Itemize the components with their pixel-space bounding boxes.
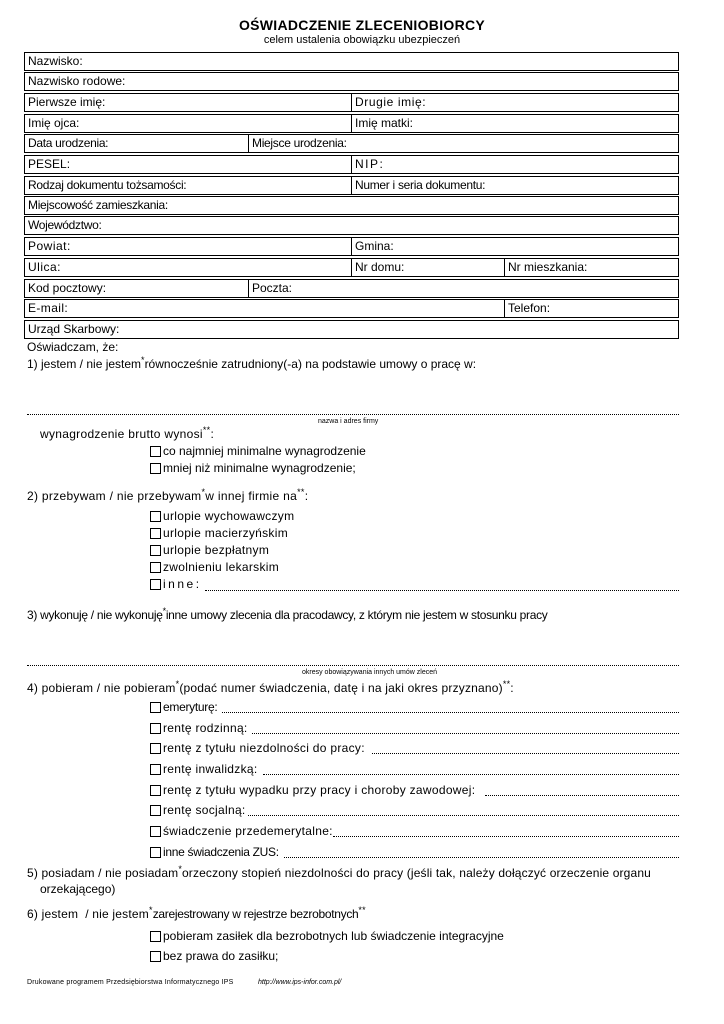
- salary-colon: :: [210, 427, 215, 441]
- section-5-before: 5) posiadam / nie posiadam: [27, 866, 179, 880]
- checkbox[interactable]: [150, 805, 161, 816]
- option-dotted-line[interactable]: [263, 774, 679, 775]
- row-rodzice: [24, 114, 679, 133]
- section-4-before: 4) pobieram / nie pobieram: [27, 681, 176, 695]
- gmina-field[interactable]: Gmina:: [355, 239, 394, 253]
- option-label: świadczenie przedemerytalne:: [163, 824, 333, 838]
- section-3-after: inne umowy zlecenia dla pracodawcy, z którym nie jestem w stosunku pracy: [165, 608, 548, 622]
- checkbox[interactable]: [150, 463, 161, 474]
- footer-printed-by: Drukowane programem Przedsiębiorstwa Informatycznego IPS: [27, 979, 234, 986]
- option-label: bez prawa do zasiłku;: [163, 949, 279, 963]
- pesel-field[interactable]: PESEL:: [28, 157, 71, 171]
- row-miejscowosc: [24, 196, 679, 215]
- nazwisko-rodowe-field[interactable]: Nazwisko rodowe:: [28, 74, 126, 88]
- option-label: mniej niż minimalne wynagrodzenie;: [163, 461, 356, 475]
- option-label: rentę z tytułu niezdolności do pracy:: [163, 741, 365, 755]
- option-label: inne:: [163, 577, 202, 591]
- footer-url[interactable]: http://www.ips-infor.com.pl/: [258, 979, 342, 986]
- section-3-before: 3) wykonuję / nie wykonuję: [27, 608, 163, 622]
- section-2-after: w innej firmie na: [205, 489, 298, 503]
- checkbox[interactable]: [150, 446, 161, 457]
- row-dokument: [24, 176, 679, 195]
- powiat-field[interactable]: Powiat:: [28, 239, 71, 253]
- option-dotted-line[interactable]: [333, 836, 679, 837]
- salary-label: [40, 427, 214, 441]
- checkbox[interactable]: [150, 764, 161, 775]
- company-caption: nazwa i adres firmy: [318, 418, 379, 425]
- nazwisko-field[interactable]: Nazwisko:: [28, 54, 83, 68]
- wojewodztwo-field[interactable]: Województwo:: [28, 218, 102, 232]
- row-pesel-nip: [24, 155, 679, 174]
- rodzaj-dokumentu-field[interactable]: Rodzaj dokumentu tożsamości:: [28, 178, 187, 192]
- periods-caption: okresy obowiązywania innych umów zleceń: [302, 669, 438, 676]
- checkbox[interactable]: [150, 931, 161, 942]
- nr-mieszkania-field[interactable]: Nr mieszkania:: [508, 260, 588, 274]
- option-label: urlopie bezpłatnym: [163, 543, 270, 557]
- checkbox[interactable]: [150, 785, 161, 796]
- section-1-after: równocześnie zatrudniony(-a) na podstawie umowy o pracę w:: [144, 357, 477, 371]
- option-dotted-line[interactable]: [248, 815, 679, 816]
- section-1-before: 1) jestem / nie jestem: [27, 357, 142, 371]
- checkbox[interactable]: [150, 702, 161, 713]
- checkbox[interactable]: [150, 528, 161, 539]
- section-6-after: zarejestrowany w rejestrze bezrobotnych: [152, 907, 359, 921]
- section-4-colon: :: [510, 681, 514, 695]
- section-5-sup: *: [178, 864, 182, 874]
- option-label: zwolnieniu lekarskim: [163, 560, 280, 574]
- declaration-intro: Oświadczam, że:: [27, 340, 119, 354]
- checkbox[interactable]: [150, 579, 161, 590]
- section-5-line2: orzekającego): [40, 882, 116, 896]
- miejscowosc-field[interactable]: Miejscowość zamieszkania:: [28, 198, 168, 212]
- row-poczta: [24, 279, 679, 298]
- checkbox[interactable]: [150, 951, 161, 962]
- salary-label-text: wynagrodzenie brutto wynosi: [40, 427, 203, 441]
- inne-dotted-line[interactable]: [205, 590, 679, 591]
- form-subtitle: celem ustalenia obowiązku ubezpieczeń: [263, 34, 461, 46]
- option-label: urlopie macierzyńskim: [163, 526, 288, 540]
- section-5-heading: [27, 866, 651, 880]
- checkbox[interactable]: [150, 847, 161, 858]
- option-label: rentę inwalidzką:: [163, 762, 258, 776]
- section-1-heading: [27, 357, 476, 371]
- section-2-colon: :: [304, 489, 309, 503]
- row-nazwisko: [24, 52, 679, 71]
- option-label: rentę z tytułu wypadku przy pracy i choroby zawodowej:: [163, 783, 476, 797]
- row-kontakt: [24, 299, 679, 318]
- option-label: inne świadczenia ZUS:: [163, 845, 279, 859]
- option-label: rentę socjalną:: [163, 803, 246, 817]
- option-dotted-line[interactable]: [252, 733, 679, 734]
- periods-dotted-line[interactable]: [27, 665, 679, 666]
- checkbox[interactable]: [150, 562, 161, 573]
- row-powiat-gmina: [24, 237, 679, 256]
- section-5-after: orzeczony stopień niezdolności do pracy (jeśli tak, należy dołączyć orzeczenie organu: [181, 866, 651, 880]
- kod-pocztowy-field[interactable]: Kod pocztowy:: [28, 281, 107, 295]
- section-2-sup2: **: [297, 487, 305, 497]
- option-dotted-line[interactable]: [284, 857, 679, 858]
- option-label: rentę rodzinną:: [163, 721, 248, 735]
- section-2-sup: *: [201, 487, 206, 497]
- section-4-after: (podać numer świadczenia, datę i na jaki okres przyznano): [179, 681, 503, 695]
- section-1-sup: *: [141, 355, 145, 365]
- option-dotted-line[interactable]: [485, 795, 679, 796]
- drugie-imie-field[interactable]: Drugie imię:: [355, 95, 427, 109]
- row-nazwisko-rodowe: [24, 72, 679, 91]
- row-urzad-skarbowy: [24, 320, 679, 339]
- section-2-heading: [27, 489, 308, 503]
- section-2-before: 2) przebywam / nie przebywam: [27, 489, 202, 503]
- row-wojewodztwo: [24, 216, 679, 235]
- ulica-field[interactable]: Ulica:: [28, 260, 62, 274]
- option-label: co najmniej minimalne wynagrodzenie: [163, 444, 366, 458]
- option-label: urlopie wychowawczym: [163, 509, 295, 523]
- form-title: OŚWIADCZENIE ZLECENIOBIORCY: [238, 17, 486, 33]
- urzad-skarbowy-field[interactable]: Urząd Skarbowy:: [28, 322, 120, 336]
- option-dotted-line[interactable]: [222, 712, 679, 713]
- email-field[interactable]: E-mail:: [28, 301, 69, 315]
- imie-ojca-field[interactable]: Imię ojca:: [28, 116, 80, 130]
- option-label: emeryturę:: [163, 700, 218, 714]
- row-imiona: [24, 93, 679, 112]
- section-3-sup: *: [162, 606, 166, 616]
- telefon-field[interactable]: Telefon:: [508, 301, 551, 315]
- poczta-field[interactable]: Poczta:: [252, 281, 293, 295]
- section-6-sup: *: [148, 905, 153, 915]
- section-4-sup: *: [175, 679, 180, 689]
- checkbox[interactable]: [150, 511, 161, 522]
- miejsce-urodzenia-field[interactable]: Miejsce urodzenia:: [252, 136, 347, 150]
- checkbox[interactable]: [150, 545, 161, 556]
- pierwsze-imie-field[interactable]: Pierwsze imię:: [28, 95, 106, 109]
- section-3-heading: [27, 608, 548, 622]
- row-adres: [24, 258, 679, 277]
- section-6-heading: [27, 907, 366, 921]
- section-4-sup2: **: [502, 679, 511, 689]
- section-4-heading: [27, 681, 514, 695]
- checkbox[interactable]: [150, 723, 161, 734]
- section-6-before: 6) jestem / nie jestem: [27, 907, 149, 921]
- option-dotted-line[interactable]: [372, 753, 679, 754]
- nr-domu-field[interactable]: Nr domu:: [355, 260, 405, 274]
- nip-field[interactable]: NIP:: [355, 157, 385, 171]
- salary-sup: **: [202, 425, 211, 435]
- checkbox[interactable]: [150, 743, 161, 754]
- section-6-sup2: **: [358, 905, 366, 915]
- numer-dokumentu-field[interactable]: Numer i seria dokumentu:: [355, 178, 486, 192]
- row-urodzenie: [24, 134, 679, 153]
- company-dotted-line[interactable]: [27, 414, 679, 415]
- checkbox[interactable]: [150, 826, 161, 837]
- imie-matki-field[interactable]: Imię matki:: [355, 116, 414, 130]
- option-label: pobieram zasiłek dla bezrobotnych lub świadczenie integracyjne: [163, 929, 504, 943]
- data-urodzenia-field[interactable]: Data urodzenia:: [28, 136, 109, 150]
